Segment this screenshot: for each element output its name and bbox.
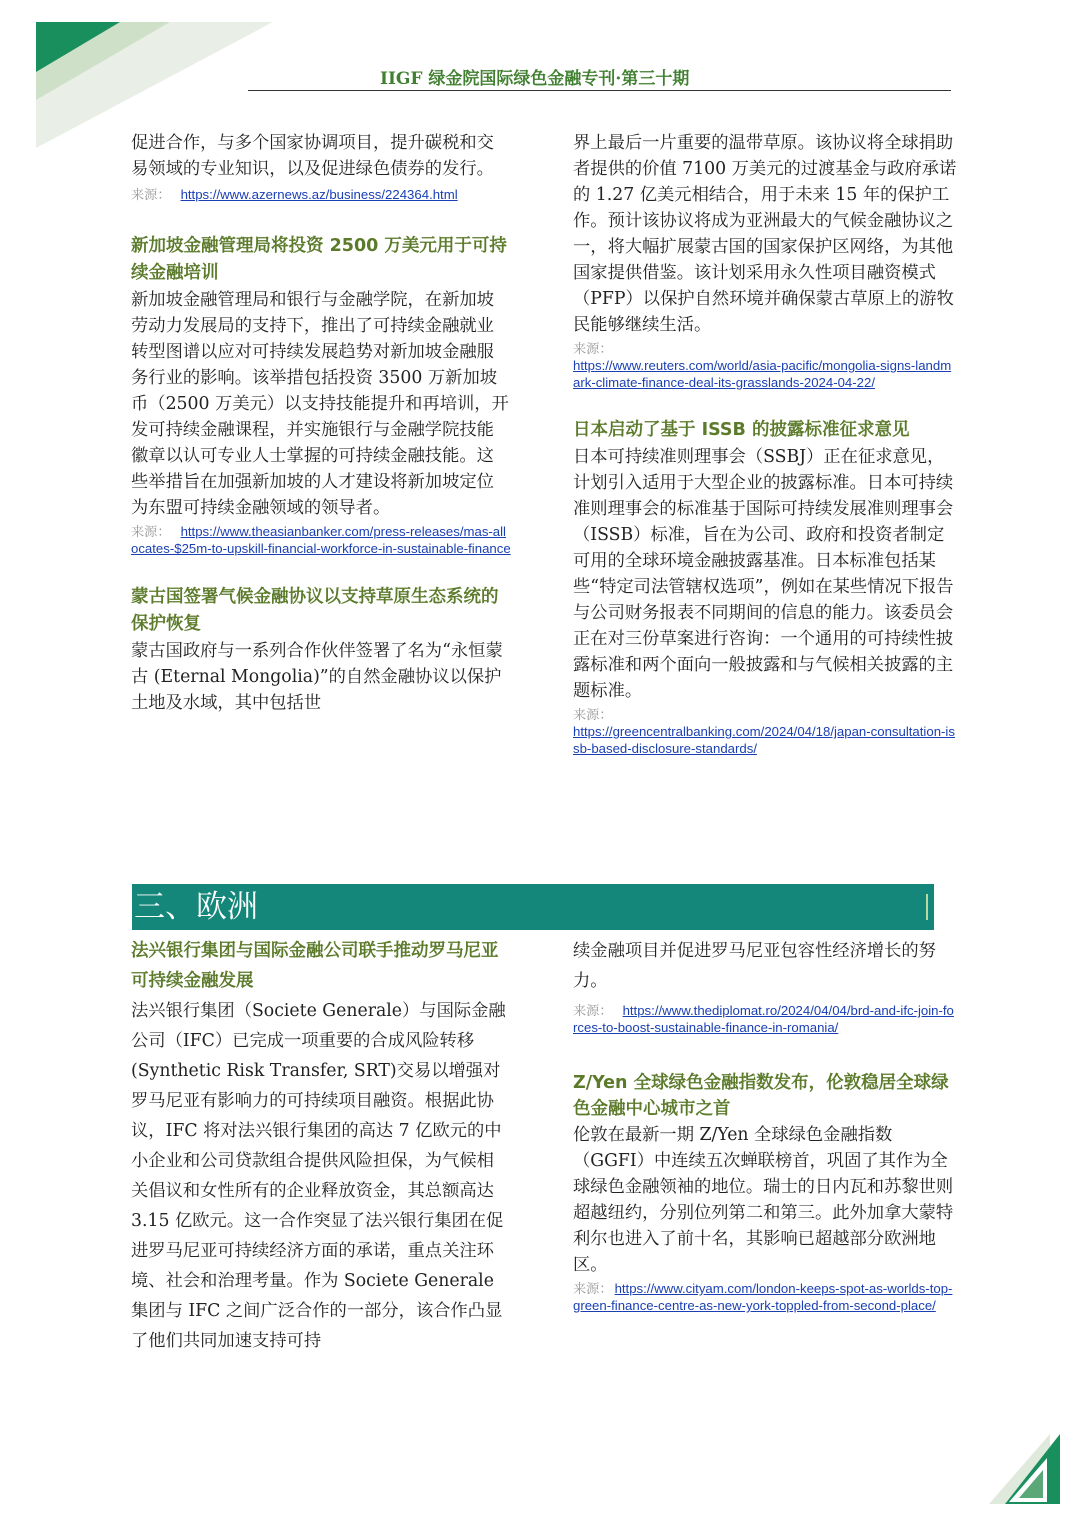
article-title: 蒙古国签署气候金融协议以支持草原生态系统的保护恢复 (131, 587, 499, 634)
article-body: 新加坡金融管理局和银行与金融学院，在新加坡劳动力发展局的支持下，推出了可持续金融就业转型图谱以应对可持续发展趋势对新加坡金融服务行业的影响。该举措包括投资 3500 万新加坡币（2500 万美元）以支持技能提升和再培训，开发可持续金融课程，并实施银行与金融学院技能徽章以认可专业人士掌握的可持续金融技能。这些举措旨在加强新加坡的人才建设将新加坡定位为东盟可持续金融领域的领导者。 (131, 290, 509, 518)
article-body: 伦敦在最新一期 Z/Yen 全球绿色金融指数（GGFI）中连续五次蝉联榜首，巩固了其作为全球绿色金融领袖的地位。瑞士的日内瓦和苏黎世则超越纽约，分别位列第二和第三。此外加拿大蒙特利尔也进入了前十名，其影响已超越部分欧洲地区。 (573, 1125, 954, 1275)
left-column-top (131, 130, 511, 716)
article-continuation-text: 界上最后一片重要的温带草原。该协议将全球捐助者提供的价值 7100 万美元的过渡基金与政府承诺的 1.27 亿美元相结合，用于未来 15 年的保护工作。预计该协议将成为亚洲最大的气候金融协议之一，将大幅扩展蒙古国的国家保护区网络，为其他国家提供借鉴。该计划采用永久性项目融资模式（PFP）以保护自然环境并确保蒙古草原上的游牧民能够继续生活。 (573, 133, 957, 335)
source-link[interactable]: https://greencentralbanking.com/2024/04/18/japan-consultation-issb-based-disclosure-standards/ (573, 724, 955, 756)
page-header-title: IIGF 绿金院国际绿色金融专刊·第三十期 (380, 69, 690, 89)
article-zyen (573, 1070, 957, 1314)
source-label: 来源： (573, 707, 613, 722)
banner-accent (926, 894, 928, 920)
right-column-bottom (573, 936, 957, 1314)
corner-decoration-top-left (0, 0, 290, 150)
article-japan (573, 417, 957, 757)
source-link[interactable]: https://www.thediplomat.ro/2024/04/04/brd-and-ifc-join-forces-to-boost-sustainable-finance-in-romania/ (573, 1003, 954, 1035)
article-singapore (131, 233, 511, 557)
source-label: 来源： (573, 341, 613, 356)
article-mongolia (131, 584, 511, 716)
corner-decoration-bottom-right (985, 1430, 1080, 1526)
left-column-bottom (131, 936, 511, 1356)
section-title: 三、欧洲 (134, 889, 258, 925)
article-body: 蒙古国政府与一系列合作伙伴签署了名为“永恒蒙古 (Eternal Mongolia)”的自然金融协议以保护土地及水域，其中包括世 (131, 641, 503, 713)
article-source (573, 706, 957, 757)
source-link[interactable]: https://www.azernews.az/business/224364.html (180, 187, 458, 202)
article-body: 法兴银行集团（Societe Generale）与国际金融公司（IFC）已完成一项重要的合成风险转移(Synthetic Risk Transfer, SRT)交易以增强对罗马尼亚有影响力的可持续项目融资。根据此协议，IFC 将对法兴银行集团的高达 7 亿欧元的中小企业和公司贷款组合提供风险担保，为气候相关倡议和女性所有的企业释放资金，其总额高达 3.15 亿欧元。这一合作突显了法兴银行集团在促进罗马尼亚可持续经济方面的承诺，重点关注环境、社会和治理考量。作为 Societe Generale 集团与 IFC 之间广泛合作的一部分，该合作凸显了他们共同加速支持可持 (131, 1001, 506, 1351)
source-link[interactable]: https://www.theasianbanker.com/press-releases/mas-allocates-$25m-to-upskill-financial-workforce-in-sustainable-finance (131, 524, 511, 556)
article-continuation-text: 续金融项目并促进罗马尼亚包容性经济增长的努力。 (573, 941, 936, 991)
source-label: 来源： (131, 524, 171, 539)
right-column-top (573, 130, 957, 757)
article-source (573, 1002, 957, 1036)
article-title: Z/Yen 全球绿色金融指数发布，伦敦稳居全球绿色金融中心城市之首 (573, 1073, 949, 1119)
article-societe-generale (131, 936, 511, 1356)
article-source (573, 340, 957, 391)
source-label: 来源： (573, 1003, 613, 1018)
article-continuation-text: 促进合作，与多个国家协调项目，提升碳税和交易领域的专业知识，以及促进绿色债券的发行。 (131, 133, 494, 179)
article-title: 日本启动了基于 ISSB 的披露标准征求意见 (573, 420, 910, 440)
header-divider (248, 90, 951, 91)
article-source (573, 1280, 957, 1314)
article-title: 法兴银行集团与国际金融公司联手推动罗马尼亚可持续金融发展 (131, 941, 499, 991)
source-label: 来源： (131, 187, 171, 202)
source-label: 来源： (573, 1281, 613, 1296)
source-link[interactable]: https://www.cityam.com/london-keeps-spot-as-worlds-top-green-finance-centre-as-new-york-toppled-from-second-place/ (573, 1281, 953, 1313)
article-source (131, 523, 511, 557)
article-body: 日本可持续准则理事会（SSBJ）正在征求意见，计划引入适用于大型企业的披露标准。日本可持续准则理事会的标准基于国际可持续发展准则理事会（ISSB）标准，旨在为公司、政府和投资者制定可用的全球环境金融披露基准。日本标准包括某些“特定司法管辖权选项”，例如在某些情况下报告与公司财务报表不同期间的信息的能力。该委员会正在对三份草案进行咨询：一个通用的可持续性披露标准和两个面向一般披露和与气候相关披露的主题标准。 (573, 447, 954, 701)
section-banner (132, 884, 934, 930)
article-source (131, 186, 511, 203)
article-title: 新加坡金融管理局将投资 2500 万美元用于可持续金融培训 (131, 236, 507, 283)
source-link[interactable]: https://www.reuters.com/world/asia-pacific/mongolia-signs-landmark-climate-finance-deal-its-grasslands-2024-04-22/ (573, 358, 952, 390)
